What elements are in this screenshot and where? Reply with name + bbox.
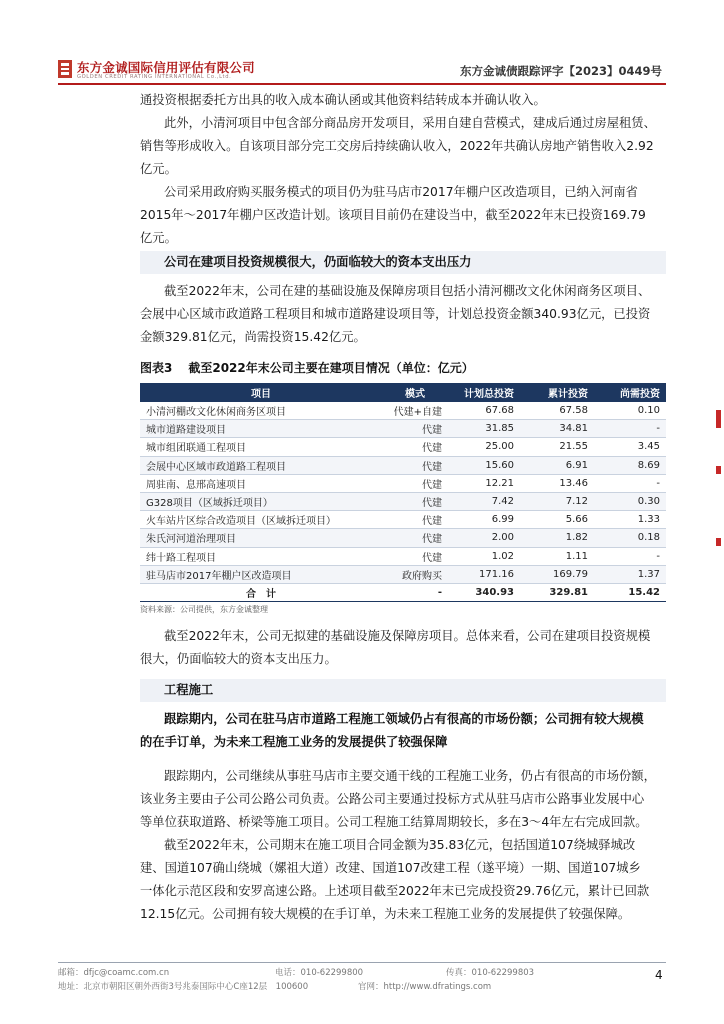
footer-fax: 传真：010-62299803 <box>446 968 535 978</box>
table-cell: 代建 <box>382 529 448 547</box>
table-cell: 67.58 <box>520 402 594 420</box>
table-cell: G328项目（区域拆迁项目） <box>140 492 382 510</box>
table-cell: 小清河棚改文化休闲商务区项目 <box>140 402 382 420</box>
table-cell: 6.91 <box>520 456 594 474</box>
table-cell: 21.55 <box>520 438 594 456</box>
table-row <box>140 474 666 492</box>
text-line: 该业务主要由子公司公路公司负责。公路公司主要通过投标方式从驻马店市公路事业发展中心 <box>140 792 645 806</box>
column-header: 尚需投资 <box>594 383 666 402</box>
table-cell: 代建 <box>382 438 448 456</box>
table-cell: 1.37 <box>594 565 666 583</box>
company-name-cn: 东方金诚国际信用评估有限公司 <box>77 60 255 75</box>
report-id: 东方金诚债跟踪评字【2023】0449号 <box>459 64 662 78</box>
table-cell: 合 计 <box>140 583 382 601</box>
table-cell: - <box>382 583 448 601</box>
table-cell: 代建 <box>382 492 448 510</box>
text-line: 截至2022年末，公司无拟建的基础设施及保障房项目。总体来看，公司在建项目投资规模 <box>164 629 651 643</box>
text-line: 公司采用政府购买服务模式的项目仍为驻马店市2017年棚户区改造项目，已纳入河南省 <box>164 185 638 199</box>
text-line: 12.15亿元。公司拥有较大规模的在手订单，为未来工程施工业务的发展提供了较强保障。 <box>140 907 631 921</box>
section-heading-bar <box>140 679 666 702</box>
section-heading-construction: 工程施工 <box>164 683 214 697</box>
column-header: 累计投资 <box>520 383 594 402</box>
table-cell: 代建 <box>382 547 448 565</box>
footer-website[interactable]: 官网：http://www.dfratings.com <box>358 982 492 992</box>
paragraph-4 <box>140 280 666 349</box>
footer-divider <box>58 962 666 963</box>
table-cell: 67.68 <box>448 402 520 420</box>
table-cell: 1.82 <box>520 529 594 547</box>
table-row <box>140 438 666 456</box>
table-header-row <box>140 383 666 402</box>
table-row <box>140 529 666 547</box>
section-heading-capex: 公司在建项目投资规模很大，仍面临较大的资本支出压力 <box>164 255 472 269</box>
table-cell: 169.79 <box>520 565 594 583</box>
footer-address: 地址：北京市朝阳区朝外西街3号兆泰国际中心C座12层 100600 <box>58 982 309 992</box>
table-cell: 15.60 <box>448 456 520 474</box>
margin-mark <box>716 466 721 474</box>
paragraph-2 <box>140 112 666 181</box>
table-cell: 25.00 <box>448 438 520 456</box>
table-cell: 329.81 <box>520 583 594 601</box>
table-row <box>140 420 666 438</box>
table-cell: - <box>594 474 666 492</box>
text-line: 的在手订单，为未来工程施工业务的发展提供了较强保障 <box>140 735 448 749</box>
table-cell: 13.46 <box>520 474 594 492</box>
footer-email: 邮箱：dfjc@coamc.com.cn <box>58 968 170 978</box>
column-header: 模式 <box>382 383 448 402</box>
table-cell: 12.21 <box>448 474 520 492</box>
company-name-en: GOLDEN CREDIT RATING INTERNATIONAL Co.,Ltd. <box>77 74 232 80</box>
table-cell: 0.10 <box>594 402 666 420</box>
table-cell: 15.42 <box>594 583 666 601</box>
text-line: 截至2022年末，公司在建的基础设施及保障房项目包括小清河棚改文化休闲商务区项目、 <box>164 284 651 298</box>
text-line: 亿元。 <box>140 231 177 245</box>
footer-phone: 电话：010-62299800 <box>275 968 364 978</box>
table-cell: 5.66 <box>520 511 594 529</box>
paragraph-7 <box>140 765 666 834</box>
margin-mark <box>716 410 721 428</box>
text-line: 等单位获取道路、桥梁等施工项目。公司工程施工结算周期较长，多在3～4年左右完成回款。 <box>140 815 648 829</box>
table-cell: 周驻南、息邢高速项目 <box>140 474 382 492</box>
text-line: 金额329.81亿元，尚需投资15.42亿元。 <box>140 330 366 344</box>
table-cell: 340.93 <box>448 583 520 601</box>
table-cell: 1.33 <box>594 511 666 529</box>
table-cell: 城市组团联通工程项目 <box>140 438 382 456</box>
text-line: 跟踪期内，公司继续从事驻马店市主要交通干线的工程施工业务，仍占有很高的市场份额， <box>164 769 656 783</box>
table-cell: 代建 <box>382 456 448 474</box>
table-row <box>140 402 666 420</box>
figure-title <box>140 359 490 376</box>
column-header: 计划总投资 <box>448 383 520 402</box>
table-row <box>140 547 666 565</box>
table-cell: 7.42 <box>448 492 520 510</box>
header-divider <box>58 83 666 85</box>
text-line: 销售等形成收入。自该项目部分完工交房后持续确认收入，2022年共确认房地产销售收入2.92 <box>140 139 654 153</box>
column-header: 项目 <box>140 383 382 402</box>
page-number: 4 <box>655 968 663 982</box>
paragraph-5 <box>140 625 666 671</box>
table-cell: 1.11 <box>520 547 594 565</box>
table-row <box>140 492 666 510</box>
table-row <box>140 456 666 474</box>
table-cell: 0.18 <box>594 529 666 547</box>
table-source-note: 资料来源：公司提供，东方金诚整理 <box>140 605 268 614</box>
text-line: 截至2022年末，公司期末在施工项目合同金额为35.83亿元，包括国道107绕城驿城改 <box>164 838 636 852</box>
table-row <box>140 565 666 583</box>
table-cell: 纬十路工程项目 <box>140 547 382 565</box>
text-line: 一体化示范区段和安罗高速公路。上述项目截至2022年末已完成投资29.76亿元，累计已回款 <box>140 884 650 898</box>
table-total-row <box>140 583 666 601</box>
table-cell: 6.99 <box>448 511 520 529</box>
text-line: 2015年～2017年棚户区改造计划。该项目目前仍在建设当中，截至2022年末已投资169.79 <box>140 208 646 222</box>
figure-caption: 截至2022年末公司主要在建项目情况（单位：亿元） <box>188 361 474 375</box>
text-line: 跟踪期内，公司在驻马店市道路工程施工领域仍占有很高的市场份额；公司拥有较大规模 <box>164 712 644 726</box>
table-cell: 8.69 <box>594 456 666 474</box>
paragraph-3 <box>140 181 666 250</box>
table-cell: 1.02 <box>448 547 520 565</box>
table-cell: 代建 <box>382 511 448 529</box>
table-cell: 2.00 <box>448 529 520 547</box>
text-line: 建、国道107确山绕城（嫘祖大道）改建、国道107改建工程（遂平境）一期、国道107城乡 <box>140 861 641 875</box>
figure-label: 图表3 <box>140 361 173 375</box>
table-cell: 代建 <box>382 474 448 492</box>
paragraph-8 <box>140 834 666 926</box>
text-line: 通投资根据委托方出具的收入成本确认函或其他资料结转成本并确认收入。 <box>140 93 546 107</box>
table-cell: 7.12 <box>520 492 594 510</box>
text-line: 会展中心区域市政道路工程项目和城市道路建设项目等，计划总投资金额340.93亿元，已投资 <box>140 307 651 321</box>
table-cell: 城市道路建设项目 <box>140 420 382 438</box>
table-cell: - <box>594 420 666 438</box>
margin-mark <box>716 538 721 546</box>
table-cell: 0.30 <box>594 492 666 510</box>
table-cell: 代建 <box>382 420 448 438</box>
table-cell: 3.45 <box>594 438 666 456</box>
text-line: 很大，仍面临较大的资本支出压力。 <box>140 652 337 666</box>
table-cell: 34.81 <box>520 420 594 438</box>
company-logo-icon <box>58 60 72 78</box>
paragraph-1 <box>140 89 666 112</box>
table-cell: 会展中心区域市政道路工程项目 <box>140 456 382 474</box>
table-cell: 火车站片区综合改造项目（区域拆迁项目） <box>140 511 382 529</box>
text-line: 亿元。 <box>140 162 177 176</box>
table-cell: 驻马店市2017年棚户区改造项目 <box>140 565 382 583</box>
table-cell: 代建+自建 <box>382 402 448 420</box>
table-row <box>140 511 666 529</box>
table-cell: 171.16 <box>448 565 520 583</box>
table-cell: 31.85 <box>448 420 520 438</box>
paragraph-6-bold <box>140 708 666 754</box>
projects-table <box>140 383 666 602</box>
table-cell: 政府购买 <box>382 565 448 583</box>
text-line: 此外，小清河项目中包含部分商品房开发项目，采用自建自营模式，建成后通过房屋租赁、 <box>164 116 656 130</box>
table-cell: 朱氏河河道治理项目 <box>140 529 382 547</box>
table-cell: - <box>594 547 666 565</box>
